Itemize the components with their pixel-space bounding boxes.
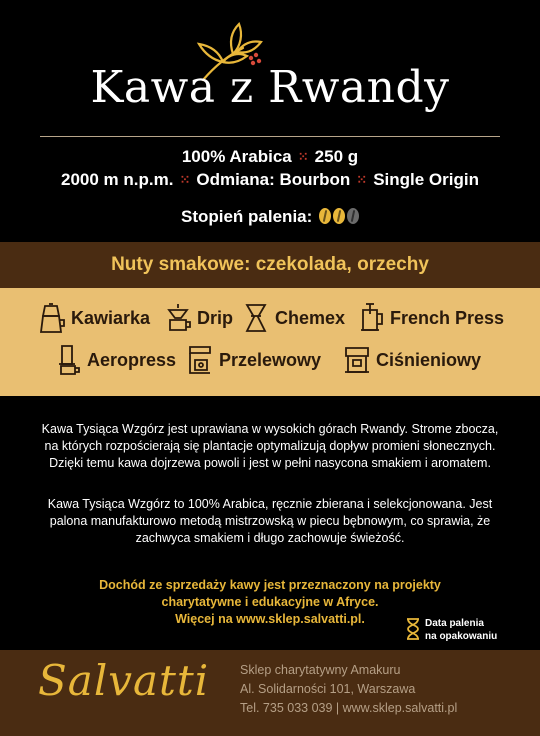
chemex-icon — [241, 302, 271, 334]
spec-arabica: 100% Arabica — [181, 147, 292, 166]
charity-note: Dochód ze sprzedaży kawy jest przeznaczony na projekty charytatywne i edukacyjne w Afryce. Więcej na www.sklep.salvatti.pl. — [40, 577, 500, 628]
coffee-bean-icon — [333, 208, 345, 224]
specs-line-2 — [0, 170, 540, 190]
method-kawiarka: Kawiarka — [37, 302, 150, 334]
spec-altitude: 2000 m n.p.m. — [61, 170, 174, 189]
moka-pot-icon — [37, 302, 67, 334]
coffee-bean-icon — [347, 208, 359, 224]
roast-label: Stopień palenia: — [180, 207, 313, 226]
hourglass-icon — [405, 618, 421, 640]
footer — [0, 650, 540, 736]
method-aeropress: Aeropress — [53, 344, 176, 376]
espresso-machine-icon — [342, 344, 372, 376]
drip-icon — [163, 302, 193, 334]
shop-link[interactable]: Więcej na www.sklep.salvatti.pl. — [175, 612, 365, 626]
shop-address: Al. Solidarności 101, Warszawa — [240, 682, 416, 696]
description-paragraph-2: Kawa Tysiąca Wzgórz to 100% Arabica, ręcznie zbierana i selekcjonowana. Jest palona manufakturowo metodą mistrzowską w piecu bębnowym, co sprawia, że zachwyca smakiem i długo zachowuje świeżość. — [47, 497, 493, 545]
method-przelewowy: Przelewowy — [185, 344, 321, 376]
roast-beans — [317, 207, 359, 226]
flavor-notes-band — [0, 242, 540, 288]
spec-variety: Odmiana: Bourbon — [196, 170, 351, 189]
flavor-notes: Nuty smakowe: czekolada, orzechy — [111, 254, 429, 275]
title-divider — [40, 136, 500, 137]
method-drip: Drip — [163, 302, 233, 334]
product-title: Kawa z Rwandy — [90, 62, 450, 113]
roast-date-note: Data palenia na opakowaniu — [425, 618, 498, 642]
roast-level — [0, 207, 540, 227]
shop-contact: Tel. 735 033 039 | www.sklep.salvatti.pl — [240, 701, 458, 715]
spec-weight: 250 g — [314, 147, 359, 166]
spec-separator-icon: ⁙ — [356, 172, 368, 187]
brand-logo: Salvatti — [38, 656, 210, 705]
description-paragraph-1: Kawa Tysiąca Wzgórz jest uprawiana w wysokich górach Rwandy. Strome zbocza, na których rozpościerają się plantacje optymalizują dopływ promieni słonecznych. Dzięki temu kawa dojrzewa powoli i jest w pełni nasycona smakiem i aromatem. — [41, 422, 499, 470]
spec-separator-icon: ⁙ — [297, 149, 309, 164]
aeropress-icon — [53, 344, 83, 376]
french-press-icon — [356, 302, 386, 334]
method-cisnieniowy: Ciśnieniowy — [342, 344, 481, 376]
method-chemex: Chemex — [241, 302, 345, 334]
specs-line-1 — [0, 147, 540, 167]
spec-separator-icon: ⁙ — [179, 172, 191, 187]
coffee-bean-icon — [319, 208, 331, 224]
shop-name: Sklep charytatywny Amakuru — [240, 663, 401, 677]
brew-methods-band — [0, 288, 540, 396]
header-section — [0, 0, 540, 242]
method-french-press: French Press — [356, 302, 504, 334]
spec-origin: Single Origin — [373, 170, 479, 189]
drip-machine-icon — [185, 344, 215, 376]
